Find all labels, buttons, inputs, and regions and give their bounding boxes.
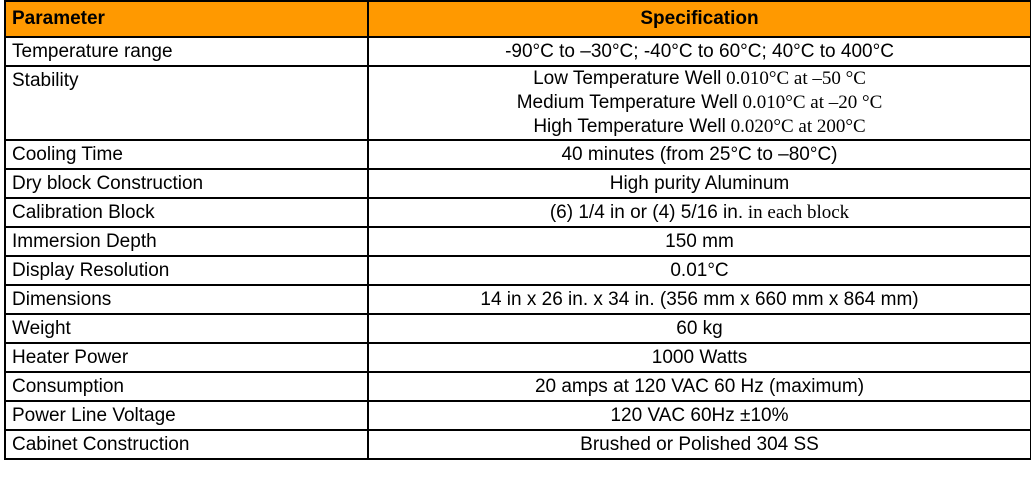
- row-parameter: Display Resolution: [5, 256, 368, 285]
- table-row: [5, 401, 1031, 430]
- stability-values: [368, 66, 1031, 140]
- stability-line: [375, 115, 1024, 139]
- header-row: [5, 1, 1031, 37]
- table-row: [5, 285, 1031, 314]
- table-row: [5, 256, 1031, 285]
- stability-well-spec: 0.010°C at –50 °C: [721, 68, 866, 89]
- row-value: 1000 Watts: [368, 343, 1031, 372]
- header-specification: Specification: [368, 1, 1031, 37]
- row-value: Brushed or Polished 304 SS: [368, 430, 1031, 459]
- row-value: -90°C to –30°C; -40°C to 60°C; 40°C to 400°C: [368, 37, 1031, 66]
- row-parameter: Cooling Time: [5, 140, 368, 169]
- table-row: [5, 227, 1031, 256]
- row-parameter: Immersion Depth: [5, 227, 368, 256]
- stability-well-spec: 0.020°C at 200°C: [725, 116, 866, 137]
- row-value: 40 minutes (from 25°C to –80°C): [368, 140, 1031, 169]
- table-row: [5, 430, 1031, 459]
- row-parameter: Dimensions: [5, 285, 368, 314]
- table-row: [5, 343, 1031, 372]
- row-parameter: Heater Power: [5, 343, 368, 372]
- row-value: High purity Aluminum: [368, 169, 1031, 198]
- table-row-stability: [5, 66, 1031, 140]
- row-parameter: Calibration Block: [5, 198, 368, 227]
- row-value: 60 kg: [368, 314, 1031, 343]
- row-value: 14 in x 26 in. x 34 in. (356 mm x 660 mm x 864 mm): [368, 285, 1031, 314]
- row-parameter: Stability: [5, 66, 368, 140]
- row-value: 20 amps at 120 VAC 60 Hz (maximum): [368, 372, 1031, 401]
- row-parameter: Temperature range: [5, 37, 368, 66]
- stability-well-name: Low Temperature Well: [533, 68, 722, 89]
- row-value: [368, 198, 1031, 227]
- row-parameter: Cabinet Construction: [5, 430, 368, 459]
- stability-well-name: High Temperature Well: [533, 116, 726, 137]
- calibration-block-tail: in each block: [743, 201, 850, 223]
- table-row: [5, 372, 1031, 401]
- row-value: 120 VAC 60Hz ±10%: [368, 401, 1031, 430]
- row-parameter: Power Line Voltage: [5, 401, 368, 430]
- table-row: [5, 140, 1031, 169]
- row-parameter: Dry block Construction: [5, 169, 368, 198]
- calibration-block-count: (6) 1/4 in or (4) 5/16 in.: [549, 201, 744, 223]
- stability-line: [375, 67, 1024, 91]
- row-value: 150 mm: [368, 227, 1031, 256]
- stability-line: [375, 91, 1024, 115]
- table-row: [5, 37, 1031, 66]
- specification-table: [4, 0, 1031, 460]
- row-parameter: Weight: [5, 314, 368, 343]
- header-parameter: Parameter: [5, 1, 368, 37]
- table-row: [5, 314, 1031, 343]
- table-row: [5, 198, 1031, 227]
- stability-well-name: Medium Temperature Well: [516, 92, 738, 113]
- row-value: 0.01°C: [368, 256, 1031, 285]
- row-parameter: Consumption: [5, 372, 368, 401]
- stability-well-spec: 0.010°C at –20 °C: [737, 92, 883, 113]
- table-row: [5, 169, 1031, 198]
